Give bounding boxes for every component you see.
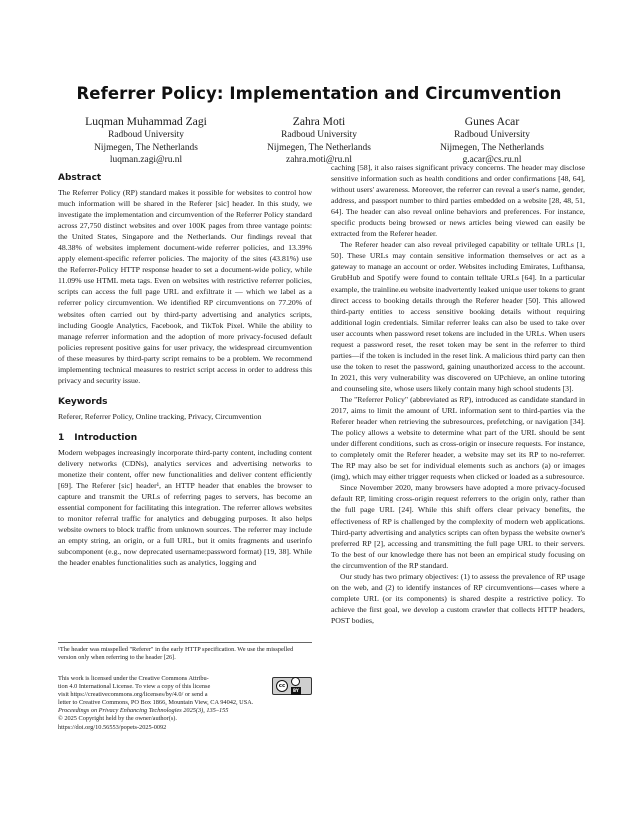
author-email: zahra.moti@ru.nl (286, 155, 352, 166)
copyright-line: © 2025 Copyright held by the owner/author(s). (58, 715, 177, 723)
author-location: Nijmegen, The Netherlands (440, 142, 544, 153)
section-number: 1 (58, 432, 65, 443)
keywords-text: Referer, Referrer Policy, Online tracking, Privacy, Circumvention (58, 411, 262, 421)
author-1 (60, 115, 232, 167)
body-paragraph: caching [58], it also raises significant privacy concerns. The header may disclose sensitive information such as health conditions and order confirmations [48, 64], without users' awareness. Moreover, the referrer can reveal a user's name, gender, address, and passport number to third parties embedded on a website [28, 48, 51, 64]. The header can also reveal online behaviors and preferences. For instance, specific products being browsed or news articles being viewed can easily be extracted from the Referer header. (331, 163, 585, 239)
section-title: Introduction (74, 432, 138, 443)
license-text (58, 675, 248, 699)
license-block (58, 675, 312, 732)
license-line: This work is licensed under the Creative Commons Attribu- (58, 675, 209, 682)
author-email: g.acar@cs.ru.nl (462, 155, 522, 166)
right-column (331, 162, 585, 626)
paper-title: Referrer Policy: Implementation and Circumvention (76, 84, 562, 103)
by-label: BY (291, 687, 301, 695)
person-icon (291, 677, 300, 686)
author-affiliation: Radboud University (108, 130, 184, 140)
author-location: Nijmegen, The Netherlands (267, 142, 371, 153)
author-name: Luqman Muhammad Zagi (85, 115, 207, 128)
proceedings-line: Proceedings on Privacy Enhancing Technologies 2025(3), 135–155 (58, 707, 229, 715)
introduction-text: Modern webpages increasingly incorporate third-party content, including content delivery networks (CDNs), analytics services and advertising networks to monetize their content, offer new functionalities and deliver content efficiently [69]. The Referer [sic] header¹, an HTTP header that enables the browser to capture and transmit the URLs of referring pages to servers, has become an essential component for facilitating this integration. The referrer allows websites to monitor referral traffic for analytics and debugging purposes. It also helps website owners to block traffic from unknown sources. The referrer may include an empty string, an origin, or a full URL, but it omits fragments and userinfo subcomponent (e.g., now deprecated username:password format) [19, 38]. While the header enables functionalities such as analytics, logging and (58, 447, 312, 568)
left-column (58, 172, 312, 568)
body-paragraph: Since November 2020, many browsers have adopted a more privacy-focused default RP, limiting cross-origin request referrers to the origin only, rather than the full page URL [24]. While this shift offers clear privacy benefits, the effectiveness of RP is challenged by the complexity of modern web applications. Third-party advertising and analytics scripts can often bypass the website owner's preferred RP [2], accessing and transmitting the full page URL to their servers. To the best of our knowledge there has not been an empirical study focusing on the circumvention of the RP standard. (331, 483, 585, 570)
author-location: Nijmegen, The Netherlands (94, 142, 198, 153)
body-paragraph: The Referer header can also reveal privileged capability or telltale URLs [1, 50]. These URLs may contain sensitive information themselves or act as a gateway to manage an account or order. Websites including Emirates, Lufthansa, GrubHub and Spotify were found to contain telltale URLs [64]. In a particular example, the trainline.eu website inadvertently leaked unique user tokens to grant direct access to booking details through the Referer header [50]. This allowed third-party entities to access sensitive booking details without requiring additional login credentials. Similar referrer leaks can also be used to take over user accounts when password reset tokens are included in the URLs. When users request a password reset, the reset token may be sent in the referrer to third parties—if the token is included in the reset link. A malicious third party can then use the token to reset the password, gaining unauthorized access to the account. In 2021, this very vulnerability was discovered on UPchieve, an online tutoring and counseling site, whose users likely contain many high school students [3]. (331, 240, 585, 393)
author-3 (406, 115, 578, 167)
attribution-icon (291, 677, 301, 695)
abstract-text: The Referrer Policy (RP) standard makes it possible for websites to control how much information will be shared in the Referer [sic] header. In this study, we investigate the implementation and circumvention of the Referrer Policy standard across 27,750 distinct websites and over 100K pages from three vantage points: the United States, Singapore and the Netherlands. Our findings reveal that 48.38% of websites implement document-wide referrer policies, and 13.39% apply element-specific referrer policies. The majority of the sites (43.81%) use the Referrer-Policy HTTP response header to set a document-wide policy, while 11.09% use HTML meta tags. Even on websites with restrictive referrer policies, scripts can access the full page URL and exfiltrate it — which we label as a referrer policy circumvention. We identified RP circumventions on 77.20% of websites often carried out by third-party advertising and analytics scripts, including Google Analytics, Facebook, and TikTok Pixel. While the ability to manage referrer information and the adoption of more privacy-focused default policies represent positive gains for user privacy, the widespread circumvention of these measures by third-party script remains to be a problem. We recommend implementing technical measures to restrict script access in order to address this privacy and security issue. (58, 188, 312, 385)
license-line: visit https://creativecommons.org/licenses/by/4.0/ or send a (58, 691, 208, 699)
introduction-heading (58, 432, 312, 444)
cc-logo-icon: cc (276, 680, 288, 692)
author-name: Zahra Moti (292, 115, 346, 128)
keywords-heading: Keywords (58, 396, 108, 407)
cc-by-license-icon[interactable] (272, 677, 312, 695)
license-line: letter to Creative Commons, PO Box 1866, Mountain View, CA 94042, USA. (58, 699, 254, 707)
doi-link[interactable]: https://doi.org/10.56553/popets-2025-0092 (58, 723, 167, 731)
author-affiliation: Radboud University (454, 130, 530, 140)
abstract-heading: Abstract (58, 173, 102, 183)
license-line: tion 4.0 International License. To view a copy of this license (58, 683, 211, 691)
body-paragraph: Our study has two primary objectives: (1) to assess the prevalence of RP usage on the web, and (2) to identify instances of RP circumventions—cases where a complete URL (or its components) is shared despite a restrictive policy. To achieve the first goal, we develop a custom crawler that collects HTTP headers, POST bodies, (331, 571, 585, 625)
author-affiliation: Radboud University (281, 130, 357, 140)
author-block (60, 115, 578, 167)
body-paragraph: The "Referrer Policy" (abbreviated as RP), introduced as candidate standard in 2017, aims to limit the amount of URL information sent to third-parties via the Referer header when retrieving the subresources, prefetching, or navigation [34]. The policy allows a website to determine what part of the URL should be sent under different conditions, such as cross-origin or insecure requests. For instance, to completely omit the Referer header, a website may set its RP to no-referrer. The RP may also be set for individual elements such as anchors (a) or images (img), which may either trigger requests when clicked or loaded as a subresource. (331, 394, 585, 482)
author-name: Gunes Acar (464, 115, 520, 128)
footnote: ¹The header was misspelled "Referer" in the early HTTP specification. We use the misspelled version only when referring to the header [26]. (58, 642, 312, 662)
author-2 (233, 115, 405, 167)
author-email: luqman.zagi@ru.nl (109, 155, 183, 166)
